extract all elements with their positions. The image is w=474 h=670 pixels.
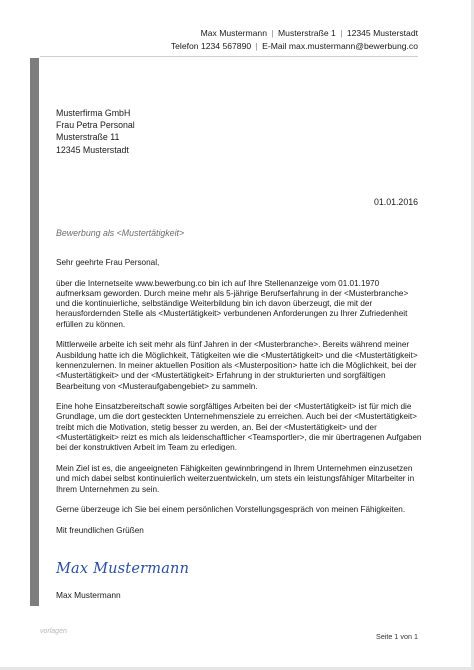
watermark: vorlagen [40,628,67,635]
body-paragraph: Eine hohe Einsatzbereitschaft sowie sorgfältiges Arbeiten bei der <Mustertätigkeit> ist für mich die Grundlage, um die dort gesteckten Unternehmensziele zu erreichen. Auch bei der <Mustertätigkeit> treibt mich die Motivation, stetig besser zu werden, an. Bei der <Mustertätigkeit> und der <Mustertätigkeit> reizt es mich als leidenschaftlicher <Teamsportler>, die mir übertragenen Aufgaben bei der konstruktiven Arbeit im Team zu erledigen. [56,402,422,453]
body-paragraph: Mein Ziel ist es, die angeeigneten Fähigkeiten gewinnbringend in Ihrem Unternehmen einzusetzen und mich dabei selbst kontinuierlich weiterzuentwickeln, um stets ein leistungsfähiger Mitarbeiter in Ihrem Unternehmen zu sein. [56,463,415,494]
body-paragraph: Mittlerweile arbeite ich seit mehr als fünf Jahren in der <Musterbranche>. Bereits während meiner Ausbildung hatte ich die Möglichkeit, Tätigkeiten wie die <Mustertätigkeit> und die <Mustertätigkeit> kennenzulernen. In meiner aktuellen Position als <Musterposition> hatte ich die Möglichkeit, bei der <Mustertätigkeit> und der <Mustertätigkeit> Erfahrung in der strukturierten und sorgfältigen Bearbeitung von <Musteraufgabengebiet> zu sammeln. [56,340,418,391]
header-separator: | [340,28,343,38]
salutation: Sehr geehrte Frau Personal, [56,258,160,267]
sender-name: Max Mustermann [200,28,267,38]
letter-body [56,258,424,546]
recipient-street: Musterstraße 11 [56,132,120,143]
sender-header [171,27,418,53]
sender-email: E-Mail max.mustermann@bewerbung.co [262,41,418,51]
recipient-contact: Frau Petra Personal [56,120,135,131]
header-divider [40,56,418,57]
sender-city: 12345 Musterstadt [346,28,418,38]
letter-subject: Bewerbung als <Mustertätigkeit> [56,228,185,238]
letter-date: 01.01.2016 [373,197,418,207]
sender-phone: Telefon 1234 567890 [170,41,252,51]
recipient-company: Musterfirma GmbH [56,108,131,118]
header-separator: | [271,28,274,38]
body-paragraph: über die Internetseite www.bewerbung.co bin ich auf Ihre Stellenanzeige vom 01.01.1970 aufmerksam geworden. Durch meine mehr als 5-jährige Berufserfahrung in der <Musterbranche> und die kontinuierliche, selbständige Weiterbildung bin ich davon überzeugt, die mit der herausfordernden Stelle als <Mustertätigkeit> verbundenen Anforderungen zu Ihrer Zufriedenheit erfüllen zu können. [56,278,409,329]
sender-street: Musterstraße 1 [278,28,336,38]
recipient-address [56,107,135,156]
body-paragraph: Gerne überzeuge ich Sie bei einem persönlichen Vorstellungsgespräch von meinen Fähigkeiten. [56,505,406,515]
closing: Mit freundlichen Grüßen [56,525,144,535]
sender-line-2 [171,40,418,53]
header-separator: | [255,41,258,51]
sender-line-1 [171,27,418,40]
recipient-city: 12345 Musterstadt [56,144,129,155]
handwritten-signature: Max Mustermann [56,561,190,577]
printed-name: Max Mustermann [56,590,121,600]
decorative-side-bar [30,58,39,606]
page-number: Seite 1 von 1 [376,632,418,641]
